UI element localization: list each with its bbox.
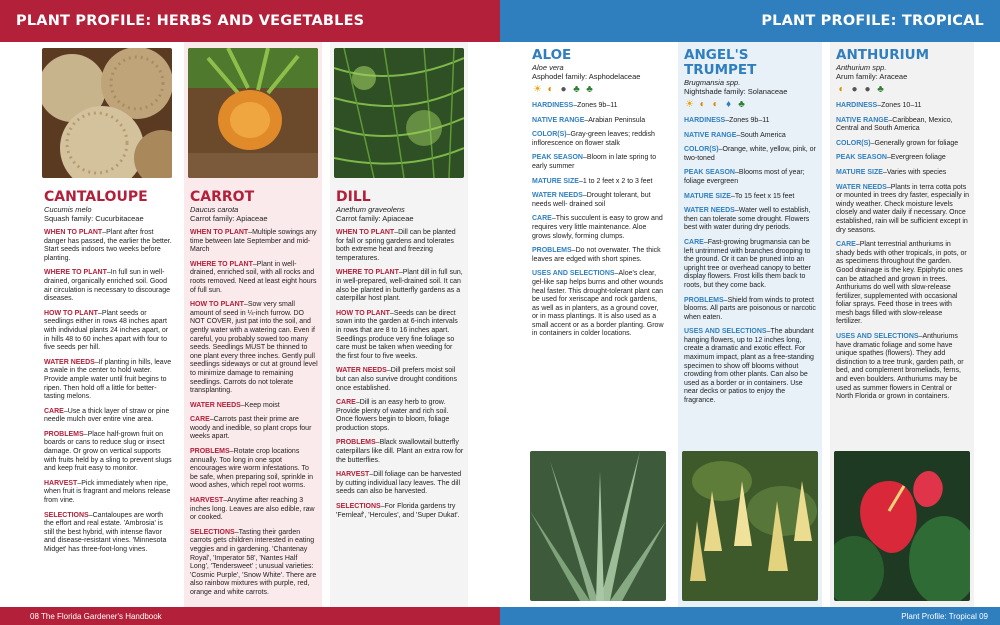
- plant-card-anthurium: [830, 42, 974, 607]
- problems: PROBLEMS–Place half-grown fruit on boards or cans to reduce slug or insect damage. Or grow on vertical supports with fruits held by a sling to prevent slugs and keep fruit easy to monitor.: [44, 430, 172, 473]
- peak-season: PEAK SEASON–Blooms most of year; foliage evergreen: [684, 169, 805, 185]
- right-page-footer: [500, 607, 1000, 625]
- plant-card-cantaloupe: [38, 42, 176, 607]
- palm-icon: ♣: [877, 84, 884, 95]
- full-sun-icon: ☀: [533, 84, 542, 95]
- care: CARE–This succulent is easy to grow and requires very little maintenance. Aloe grows slowly, forming clumps.: [532, 215, 663, 240]
- where-to-plant: WHERE TO PLANT–Plant in well-drained, enriched soil, with all rocks and roots removed. Need at least eight hours of full sun.: [190, 260, 317, 294]
- care: CARE–Use a thick layer of straw or pine needle mulch over entire vine area.: [44, 407, 170, 424]
- left-page-number: 08 The Florida Gardener's Handbook: [30, 611, 162, 621]
- selections: SELECTIONS–Cantaloupes are worth the effort and real estate. 'Ambrosia' is still the best hybrid, with intense flavor and disease-resistant vines. 'Minnesota Midget' has three-foot-long vines.: [44, 511, 167, 553]
- selections: SELECTIONS–For Florida gardens try 'Fernleaf', 'Hercules', and 'Super Dukat'.: [336, 503, 460, 519]
- right-page: [500, 0, 1000, 625]
- harvest: HARVEST–Dill foliage can be harvested by cutting individual lacy leaves. The dill seeds can also be harvested.: [336, 471, 462, 496]
- care: CARE–Dill is an easy herb to grow. Provide plenty of water and rich soil. Once flowers begin to bloom, foliage production stops.: [336, 399, 450, 432]
- full-sun-icon: ☀: [685, 99, 694, 110]
- hardiness: HARDINESS–Zones 9b–11: [532, 102, 618, 109]
- water-drop-icon: ♦: [725, 99, 732, 110]
- plant-name: DILL: [336, 189, 371, 205]
- dill-photo: [334, 48, 464, 178]
- plant-latin-name: Brugmansia spp.: [684, 78, 741, 87]
- care-icons: [532, 84, 666, 95]
- selections: SELECTIONS–Tasting their garden carrots gets children interested in eating veggies and in gardening. 'Chantenay Royal', 'Imperator 58', 'Nantes Half Long', 'Tendersweet' ; unusual varieties: 'Cosmic Purple', 'Snow White'. There are also rainbow mixtures with purple, red, orange and white carrots.: [190, 528, 317, 596]
- native-range: NATIVE RANGE–Caribbean, Mexico, Central and South America: [836, 116, 953, 133]
- partial-sun-icon: ◐: [838, 84, 845, 95]
- plant-card-carrot: [184, 42, 322, 607]
- partial-sun-icon: ◐: [699, 99, 706, 110]
- problems: PROBLEMS–Rotate crop locations annually. Too long in one spot encourages wire worm infestations. To be safe, when preparing soil, sprinkle in wood ashes, which repel root worms.: [190, 448, 313, 490]
- plant-card-angels-trumpet: [678, 42, 822, 607]
- right-page-title: PLANT PROFILE: TROPICAL: [761, 13, 984, 29]
- mature-size: MATURE SIZE–To 15 feet x 15 feet: [684, 192, 795, 200]
- problems: PROBLEMS–Shield from winds to protect blooms. All parts are poisonous or narcotic when eaten.: [684, 296, 816, 321]
- plant-name: ANGEL'S TRUMPET: [684, 47, 757, 78]
- where-to-plant: WHERE TO PLANT–In full sun in well-drained, organically enriched soil. Good air circulation is necessary to discourage diseases.: [44, 269, 171, 303]
- left-page-footer: [0, 607, 500, 625]
- plant-family: Carrot family: Apiaceae: [190, 214, 268, 223]
- partial-sun-icon: ◐: [712, 99, 719, 110]
- cantaloupe-photo: [42, 48, 172, 178]
- right-page-number: Plant Profile: Tropical 09: [901, 611, 988, 621]
- problems: PROBLEMS–Black swallowtail butterfly caterpillars like dill. Plant an extra row for the butterflies.: [336, 439, 464, 464]
- uses-and-selections: USES AND SELECTIONS–Aloe's clear, gel-like sap helps burns and other wounds heal faster. This drought-tolerant plant can be used for xeriscape and rock gardens, as well as in planters, as a ground cover, or in mass plantings. It is also used as a small accent or as a border planting. Grow in containers in colder locations.: [532, 270, 664, 338]
- peak-season: PEAK SEASON–Evergreen foliage: [836, 154, 946, 162]
- water-needs: WATER NEEDS–Plants in terra cotta pots or mounted in trees dry faster, especially in windy weather. Check moisture levels closely and water daily if necessary. Once established, rain will be sufficient except in dry seasons.: [836, 183, 970, 234]
- plant-card-aloe: [526, 42, 670, 607]
- plant-latin-name: Cucumis melo: [44, 205, 92, 214]
- palm-icon: ♣: [586, 84, 593, 95]
- shade-icon: ●: [851, 84, 858, 95]
- plant-name: ANTHURIUM: [836, 47, 930, 63]
- water-needs: WATER NEEDS–If planting in hills, leave a swale in the center to hold water. Provide ample water until fruit begins to ripen. Then hold off a little for better-tasting melons.: [44, 358, 172, 401]
- plant-name: ALOE: [532, 47, 572, 63]
- water-needs: WATER NEEDS–Keep moist: [190, 401, 280, 409]
- mature-size: MATURE SIZE–1 to 2 feet x 2 to 3 feet: [532, 177, 653, 185]
- right-columns: [526, 42, 988, 607]
- hardiness: HARDINESS–Zones 10–11: [836, 102, 922, 109]
- water-needs: WATER NEEDS–Dill prefers moist soil but can also survive drought conditions once established.: [336, 367, 458, 392]
- colors: COLOR(S)–Generally grown for foliage: [836, 139, 959, 147]
- hardiness: HARDINESS–Zones 9b–11: [684, 117, 770, 124]
- angels-trumpet-photo: [682, 451, 818, 601]
- shade-icon: ●: [864, 84, 871, 95]
- native-range: NATIVE RANGE–Arabian Peninsula: [532, 116, 646, 124]
- shade-icon: ●: [560, 84, 567, 95]
- aloe-photo: [530, 451, 666, 601]
- care: CARE–Carrots past their prime are woody and inedible, so plant crops four weeks apart.: [190, 416, 312, 441]
- peak-season: PEAK SEASON–Bloom in late spring to early summer: [532, 154, 657, 170]
- how-to-plant: HOW TO PLANT–Sow very small amount of seed in ¼-inch furrow. DO NOT COVER, just pat into the soil, and gently water with a watering can. Even if careful, you probably sowed too many seeds. Seedlings MUST be thinned to one plant every three inches. Gently pull seedlings sideways or cut at ground level to minimize damage to remaining seedlings. Carrots do not tolerate transplanting.: [190, 301, 318, 395]
- left-columns: [38, 42, 480, 607]
- water-needs: WATER NEEDS–Drought tolerant, but needs well- drained soil: [532, 192, 651, 208]
- care: CARE–Plant terrestrial anthuriums in shady beds with other tropicals, in pots, or as specimens throughout the garden. Good drainage is the key. Epiphytic ones can be attached and grown in trees. Anthuriums do well with slow-release fertilizer, supplemented with occasional foliar sprays. Feed those in trees with mesh bags filled with slow-release fertilizer.: [836, 241, 967, 326]
- mature-size: MATURE SIZE–Varies with species: [836, 168, 947, 176]
- partial-sun-icon: ◐: [547, 84, 554, 95]
- plant-family: Arum family: Araceae: [836, 72, 908, 81]
- right-page-header: [500, 0, 1000, 42]
- plant-name: CANTALOUPE: [44, 189, 148, 205]
- carrot-photo: [188, 48, 318, 178]
- problems: PROBLEMS–Do not overwater. The thick leaves are edged with short spines.: [532, 247, 661, 263]
- colors: COLOR(S)–Orange, white, yellow, pink, or two-toned: [684, 146, 816, 162]
- left-page-header: [0, 0, 500, 42]
- plant-family: Asphodel family: Asphodelaceae: [532, 72, 641, 81]
- plant-family: Carrot family: Apiaceae: [336, 214, 414, 223]
- plant-family: Squash family: Cucurbitaceae: [44, 214, 144, 223]
- plant-latin-name: Daucus carota: [190, 205, 239, 214]
- plant-latin-name: Aloe vera: [532, 63, 564, 72]
- care: CARE–Fast-growing brugmansia can be left untrimmed with branches drooping to the ground. Or it can be pruned into an upright tree or overhead canopy to better display flowers. Frost kills them back to roots, but they come back.: [684, 238, 811, 289]
- harvest: HARVEST–Pick immediately when ripe, when fruit is fragrant and melons release from vine.: [44, 479, 171, 505]
- how-to-plant: HOW TO PLANT–Plant seeds or seedlings either in rows 48 inches apart with individual plants 24 inches apart, or in hills 48 to 60 inches apart with four to five seeds per hill.: [44, 309, 169, 352]
- water-needs: WATER NEEDS–Water well to establish, then can tolerate some drought. Flowers best with water during dry periods.: [684, 207, 811, 232]
- native-range: NATIVE RANGE–South America: [684, 131, 786, 139]
- uses-and-selections: USES AND SELECTIONS–Anthuriums have dramatic foliage and some have unique spathes (flowers). They add distinction to a tree trunk, garden path, or bed, and complement bromeliads, ferns, and even boulders. Anthuriums may be used as summer flowers in Central or North Florida or grown in containers.: [836, 333, 964, 401]
- where-to-plant: WHERE TO PLANT–Plant dill in full sun, in well-prepared, well-drained soil. It can also be planted in butterfly gardens as a caterpillar host plant.: [336, 269, 463, 303]
- plant-name: CARROT: [190, 189, 255, 205]
- harvest: HARVEST–Anytime after reaching 3 inches long. Leaves are also edible, raw or cooked.: [190, 497, 315, 522]
- palm-icon: ♣: [738, 99, 745, 110]
- care-icons: [836, 84, 970, 95]
- uses-and-selections: USES AND SELECTIONS–The abundant hanging flowers, up to 12 inches long, create a dramatic and exotic effect. For maximum impact, plant as a free-standing specimen to show off blooms without crowding from other plants. Can also be used as a border or in containers. Use near decks or patios to enjoy the fragrance.: [684, 328, 814, 405]
- plant-latin-name: Anthurium spp.: [836, 63, 887, 72]
- when-to-plant: WHEN TO PLANT–Dill can be planted for fall or spring gardens and tolerates both extreme heat and freezing temperatures.: [336, 229, 456, 262]
- plant-latin-name: Anethum graveolens: [336, 205, 405, 214]
- how-to-plant: HOW TO PLANT–Seeds can be direct sown into the garden at 6-inch intervals in rows that are 8 to 16 inches apart. Seedlings produce very fine foliage so care must be taken when weeding for the first four to five weeks.: [336, 309, 458, 360]
- colors: COLOR(S)–Gray-green leaves; reddish inflorescence on flower stalk: [532, 131, 655, 147]
- anthurium-photo: [834, 451, 970, 601]
- plant-family: Nightshade family: Solanaceae: [684, 87, 788, 96]
- left-page-title: PLANT PROFILE: HERBS AND VEGETABLES: [16, 13, 365, 29]
- plant-card-dill: [330, 42, 468, 607]
- palm-icon: ♣: [573, 84, 580, 95]
- when-to-plant: WHEN TO PLANT–Multiple sowings any time between late September and mid-March: [190, 229, 317, 254]
- care-icons: [684, 99, 818, 110]
- when-to-plant: WHEN TO PLANT–Plant after frost danger has passed, the earlier the better. Start seeds indoors two weeks before planting.: [44, 229, 172, 262]
